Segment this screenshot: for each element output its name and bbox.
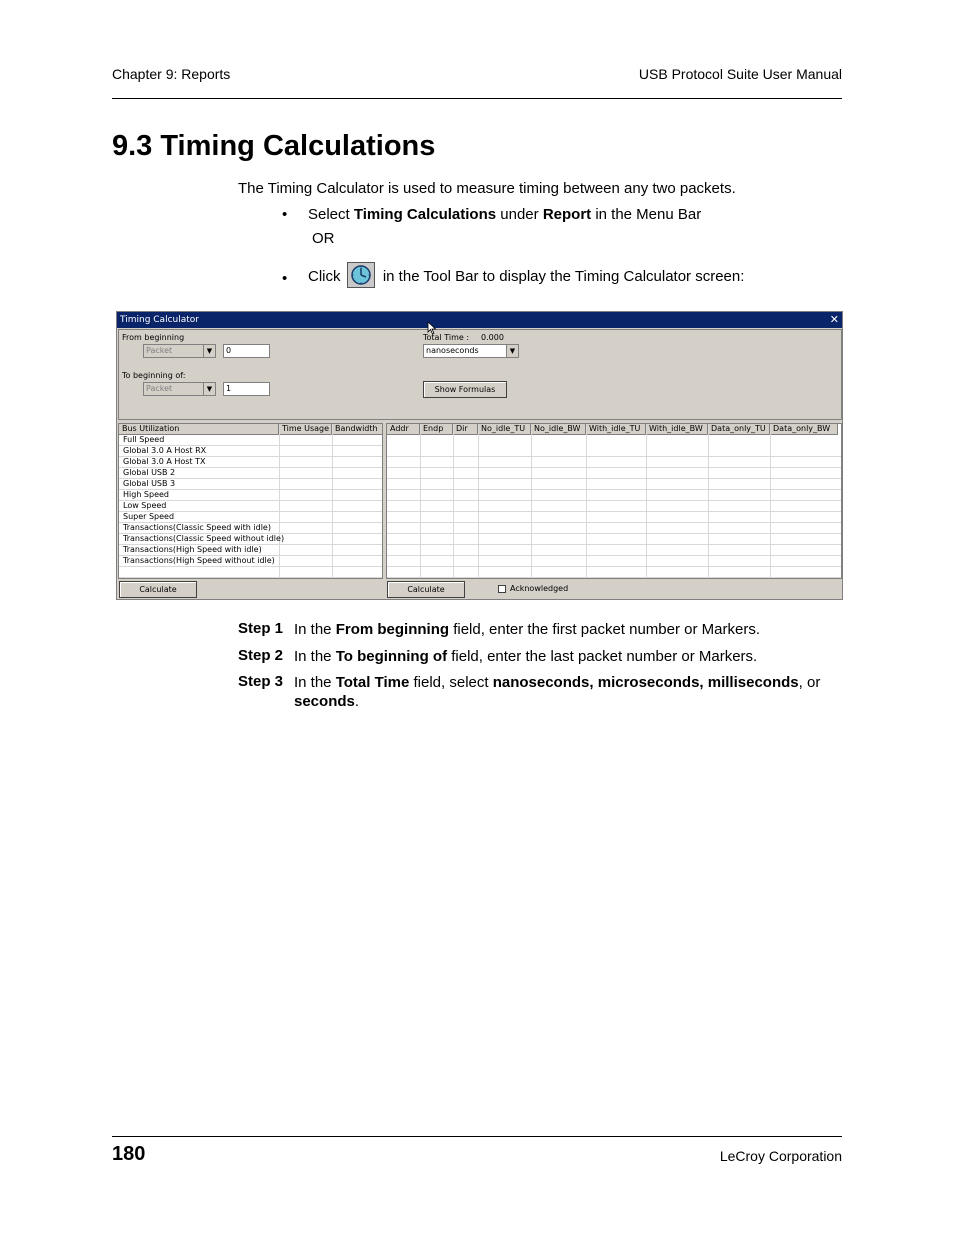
or-text: OR: [312, 230, 335, 247]
bus-utilization-table: [118, 423, 383, 579]
column-header-no-idle-bw[interactable]: No_idle_BW: [531, 424, 586, 435]
mouse-cursor-icon: [427, 321, 437, 335]
transaction-table: [386, 423, 842, 579]
step-2-label: Step 2: [238, 647, 284, 664]
chevron-down-icon: ▼: [203, 383, 215, 395]
column-header-with-idle-tu[interactable]: With_idle_TU: [586, 424, 646, 435]
to-type-select[interactable]: Packet ▼: [143, 382, 216, 396]
column-header-addr[interactable]: Addr: [387, 424, 420, 435]
table-row[interactable]: Full Speed: [119, 435, 383, 446]
table-row[interactable]: Global 3.0 A Host RX: [119, 446, 383, 457]
table-row[interactable]: Transactions(High Speed with idle): [119, 545, 383, 556]
table-row[interactable]: Global USB 3: [119, 479, 383, 490]
column-header-with-idle-bw[interactable]: With_idle_BW: [646, 424, 708, 435]
timing-calculator-window: [116, 311, 843, 600]
footer-company: LeCroy Corporation: [719, 1148, 842, 1164]
step-1-text: In the From beginning field, enter the first packet number or Markers.: [294, 621, 760, 638]
table-row[interactable]: Global 3.0 A Host TX: [119, 457, 383, 468]
column-header-no-idle-tu[interactable]: No_idle_TU: [478, 424, 531, 435]
range-panel: [118, 329, 842, 420]
calculate-left-button[interactable]: Calculate: [119, 581, 197, 598]
column-header-endp[interactable]: Endp: [420, 424, 453, 435]
column-header-dir[interactable]: Dir: [453, 424, 478, 435]
column-header-time-usage[interactable]: Time Usage: [279, 424, 332, 435]
table-row: [119, 567, 383, 578]
table-row[interactable]: High Speed: [119, 490, 383, 501]
to-beginning-field[interactable]: 1: [223, 382, 270, 396]
table-row[interactable]: Low Speed: [119, 501, 383, 512]
table-row[interactable]: Transactions(Classic Speed with idle): [119, 523, 383, 534]
from-type-select[interactable]: Packet ▼: [143, 344, 216, 358]
step-1-label: Step 1: [238, 620, 284, 637]
step-3-label: Step 3: [238, 673, 284, 690]
total-time-label: Total Time :: [423, 333, 470, 342]
header-chapter: Chapter 9: Reports: [112, 66, 231, 82]
chevron-down-icon: ▼: [506, 345, 518, 357]
total-time-value: 0.000: [481, 333, 504, 342]
table-row[interactable]: Transactions(Classic Speed without idle): [119, 534, 383, 545]
column-header-bandwidth[interactable]: Bandwidth: [332, 424, 383, 435]
header-manual-title: USB Protocol Suite User Manual: [638, 66, 842, 82]
bullet-2-text: Click in the Tool Bar to display the Timing Calculator screen:: [308, 263, 744, 291]
calculate-right-button[interactable]: Calculate: [387, 581, 465, 598]
time-units-select[interactable]: nanoseconds ▼: [423, 344, 519, 358]
table-row[interactable]: Global USB 2: [119, 468, 383, 479]
from-beginning-field[interactable]: 0: [223, 344, 270, 358]
window-title-bar: [117, 312, 842, 328]
bullet-2-marker: •: [282, 270, 288, 287]
bullet-1-text: Select Timing Calculations under Report in the Menu Bar: [308, 206, 702, 223]
clock-icon: [347, 262, 375, 288]
page-number: 180: [112, 1143, 146, 1165]
step-2-text: In the To beginning of field, enter the last packet number or Markers.: [294, 648, 758, 665]
acknowledged-label: Acknowledged: [510, 584, 569, 593]
acknowledged-checkbox[interactable]: [498, 585, 506, 593]
show-formulas-button[interactable]: Show Formulas: [423, 381, 507, 398]
window-title: Timing Calculator: [120, 315, 199, 325]
to-beginning-label: To beginning of:: [122, 371, 186, 380]
header-rule: [112, 98, 842, 99]
step-3-text: In the Total Time field, select nanoseconds, microseconds, milliseconds, or seconds.: [294, 674, 821, 710]
column-header-bus-utilization[interactable]: Bus Utilization: [119, 424, 279, 435]
section-title: 9.3 Timing Calculations: [112, 130, 436, 162]
bullet-1-marker: •: [282, 206, 288, 223]
intro-text: The Timing Calculator is used to measure timing between any two packets.: [238, 180, 736, 197]
from-beginning-label: From beginning: [122, 333, 185, 342]
table-row[interactable]: Transactions(High Speed without idle): [119, 556, 383, 567]
table-row[interactable]: Super Speed: [119, 512, 383, 523]
chevron-down-icon: ▼: [203, 345, 215, 357]
close-icon[interactable]: ✕: [829, 313, 839, 326]
column-header-data-only-tu[interactable]: Data_only_TU: [708, 424, 770, 435]
footer-rule: [112, 1136, 842, 1137]
column-header-data-only-bw[interactable]: Data_only_BW: [770, 424, 838, 435]
